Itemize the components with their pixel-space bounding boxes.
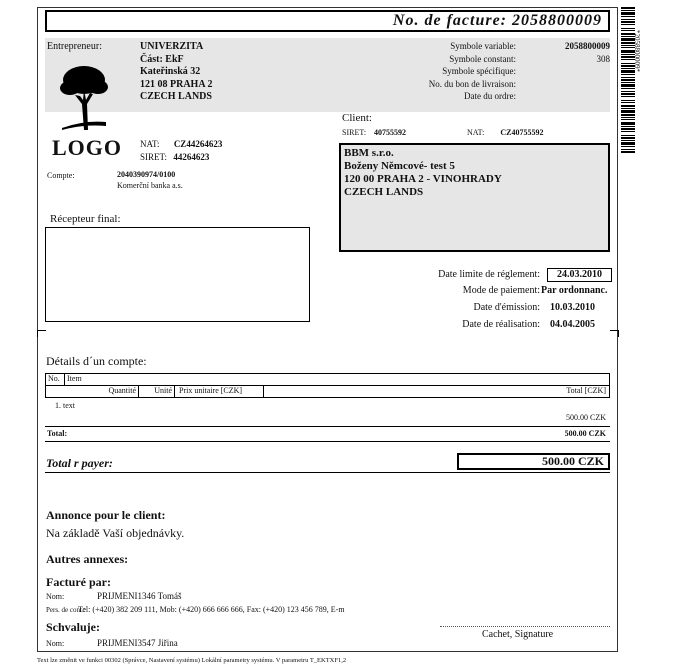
invoice-number: 2058800009 xyxy=(512,12,602,29)
fold-mark-right xyxy=(610,330,619,337)
bank-name: Komerční banka a.s. xyxy=(117,181,183,190)
invoiced-by-name-label: Nom: xyxy=(46,592,65,601)
client-address xyxy=(341,145,608,199)
payment-mode-label: Mode de paiement: xyxy=(462,285,540,296)
header-quantity: Quantité xyxy=(108,386,136,395)
barcode-bar xyxy=(621,77,635,78)
barcode-bar xyxy=(621,88,635,89)
invoice-title xyxy=(393,12,602,30)
symbol-row xyxy=(380,40,610,53)
supplier-nat xyxy=(140,139,222,149)
contact-label: Pers. de cont.: xyxy=(46,606,86,614)
supplier-line: UNIVERZITA xyxy=(140,41,204,52)
client-address-box xyxy=(339,143,610,252)
supplier-siret-label: SIRET: xyxy=(140,152,168,162)
supplier-siret xyxy=(140,152,209,162)
approve-label: Schvaluje: xyxy=(46,620,100,634)
barcode-bar xyxy=(621,12,635,15)
signature-line xyxy=(440,626,610,627)
final-recipient-label: Récepteur final: xyxy=(50,213,121,225)
barcode-bar xyxy=(621,128,635,130)
symbol-value: 308 xyxy=(596,53,610,64)
account-value: 2040390974/0100 xyxy=(117,170,176,179)
signature-label: Cachet, Signature xyxy=(482,629,554,640)
supplier-nat-label: NAT: xyxy=(140,139,160,149)
barcode-bar xyxy=(621,131,635,132)
symbol-label: Symbole constant: xyxy=(449,53,516,64)
supplier-line: CZECH LANDS xyxy=(140,91,212,102)
invoice-title-box xyxy=(45,10,610,32)
client-line: Boženy Němcové- test 5 xyxy=(344,160,455,172)
barcode-bar xyxy=(621,96,635,97)
barcode-bar xyxy=(621,28,635,29)
supplier-siret-value: 44264623 xyxy=(173,152,210,162)
barcode-bar xyxy=(621,105,635,107)
contact-value: Tel: (+420) 382 209 111, Mob: (+420) 666 666 666, Fax: (+420) 123 456 789, E-m xyxy=(78,605,345,614)
barcode-bar xyxy=(621,117,635,118)
approve-name: PRIJMENI3547 Jiřina xyxy=(97,638,178,648)
invoice-title-label: No. de facture: xyxy=(392,12,507,29)
tree-logo-icon xyxy=(58,62,110,130)
barcode-bar xyxy=(621,126,635,127)
symbol-label: No. du bon de livraison: xyxy=(428,78,516,89)
notice-label: Annonce pour le client: xyxy=(46,508,166,522)
barcode-bar xyxy=(621,108,635,109)
barcode xyxy=(621,7,635,153)
invoiced-by-name: PRIJMENI1346 Tomáš xyxy=(97,591,182,601)
symbol-row xyxy=(380,78,610,91)
realization-date-value: 04.04.2005 xyxy=(550,319,595,330)
barcode-bar xyxy=(621,10,635,11)
row-total: 500.00 CZK xyxy=(566,413,606,422)
client-siret xyxy=(342,128,406,137)
due-date-label: Date limite de réglement: xyxy=(438,269,540,280)
symbol-value xyxy=(516,65,610,78)
barcode-bar xyxy=(621,119,635,120)
barcode-bar xyxy=(621,84,635,87)
realization-date-label: Date de réalisation: xyxy=(462,319,540,330)
account-label: Compte: xyxy=(47,171,75,180)
row-item: text xyxy=(63,401,75,410)
barcode-bar xyxy=(621,74,635,75)
symbols-block xyxy=(380,40,610,103)
notice-text: Na základě Vaší objednávky. xyxy=(46,526,185,540)
barcode-bar xyxy=(621,16,635,17)
pay-divider xyxy=(45,472,610,473)
approve-name-label: Nom: xyxy=(46,639,65,648)
footer-note: Text lze změnit ve funkci 00302 (Správce, Nastavení systému) Lokální parametry systému. V parametru T_EKTXF1,2 xyxy=(37,657,347,664)
client-nat-label: NAT: xyxy=(467,128,485,137)
client-label: Client: xyxy=(342,112,372,124)
issue-date-value: 10.03.2010 xyxy=(550,302,595,313)
total-divider xyxy=(45,426,610,427)
supplier-line: Část: EkF xyxy=(140,53,184,65)
client-siret-value: 40755592 xyxy=(374,128,407,137)
header-total: Total [CZK] xyxy=(566,386,606,395)
barcode-bar xyxy=(621,122,635,125)
supplier-nat-value: CZ44264623 xyxy=(173,139,223,149)
barcode-bar xyxy=(621,146,635,147)
barcode-bar xyxy=(621,151,635,153)
barcode-bar xyxy=(621,137,635,139)
barcode-bar xyxy=(621,149,635,150)
total-label: Total: xyxy=(47,429,68,438)
header-unit-price: Prix unitaire [CZK] xyxy=(179,386,243,395)
logo-text: LOGO xyxy=(52,135,123,160)
header-col-divider xyxy=(174,386,175,397)
client-nat xyxy=(467,128,544,137)
symbol-label: Symbole variable: xyxy=(450,41,516,51)
header-item: Item xyxy=(67,374,82,383)
barcode-bar xyxy=(621,135,635,136)
header-col-divider xyxy=(263,386,264,397)
symbol-row xyxy=(380,65,610,78)
barcode-bar xyxy=(621,79,635,81)
barcode-bar xyxy=(621,19,635,20)
issue-date-label: Date d'émission: xyxy=(473,302,540,313)
annexes-label: Autres annexes: xyxy=(46,552,129,566)
barcode-bar xyxy=(621,93,635,95)
invoiced-by-label: Facturé par: xyxy=(46,575,111,589)
barcode-bar xyxy=(621,140,635,141)
header-unit: Unité xyxy=(154,386,172,395)
barcode-bar xyxy=(621,7,635,9)
barcode-bar xyxy=(621,82,635,83)
details-title: Détails d´un compte: xyxy=(46,354,147,368)
symbol-value xyxy=(516,78,610,91)
client-siret-label: SIRET: xyxy=(342,128,367,137)
supplier-line: Kateřinská 32 xyxy=(140,66,201,77)
barcode-bar xyxy=(621,100,635,101)
barcode-bar xyxy=(621,24,635,25)
supplier-label: Entrepreneur: xyxy=(47,41,102,52)
due-date-value: 24.03.2010 xyxy=(547,268,612,282)
supplier-line: 121 08 PRAHA 2 xyxy=(140,78,213,90)
barcode-bar xyxy=(621,114,635,116)
barcode-bar xyxy=(621,110,635,113)
client-line: 120 00 PRAHA 2 - VINOHRADY xyxy=(344,173,502,185)
symbol-value: 2058800009 xyxy=(565,41,610,51)
symbol-value xyxy=(516,90,610,103)
payment-mode-value: Par ordonnanc. xyxy=(541,285,608,296)
total-bottom-divider xyxy=(45,441,610,442)
header-col-divider xyxy=(64,374,65,385)
barcode-bar xyxy=(621,102,635,103)
barcode-bar xyxy=(621,91,635,92)
symbol-label: Date du ordre: xyxy=(464,91,516,101)
client-nat-value: CZ40755592 xyxy=(500,128,544,137)
fold-mark-left xyxy=(37,330,46,337)
details-header xyxy=(45,373,610,398)
row-no: 1. xyxy=(55,401,61,410)
symbol-row xyxy=(380,53,610,66)
total-value: 500.00 CZK xyxy=(564,429,606,438)
barcode-bar xyxy=(621,21,635,23)
client-line: BBM s.r.o. xyxy=(344,147,394,159)
supplier-address xyxy=(140,41,213,104)
barcode-bar xyxy=(621,142,635,145)
pay-value: 500.00 CZK xyxy=(457,453,610,470)
table-row xyxy=(55,401,75,410)
client-line: CZECH LANDS xyxy=(344,186,424,198)
barcode-text: *2058800009* xyxy=(633,30,641,72)
pay-label: Total r payer: xyxy=(46,456,113,470)
symbol-row xyxy=(380,90,610,103)
header-no: No. xyxy=(48,374,60,383)
symbol-label: Symbole spécifique: xyxy=(442,66,516,76)
final-recipient-box xyxy=(45,227,310,322)
